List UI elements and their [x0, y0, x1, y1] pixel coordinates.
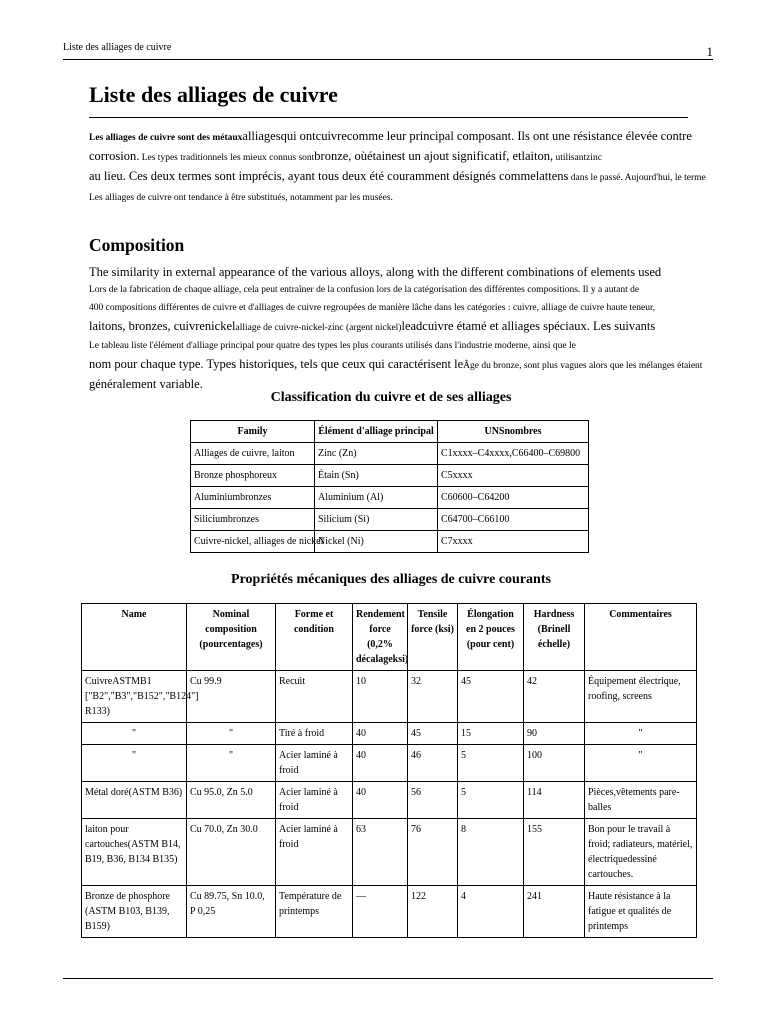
table-cell: Acier laminé à froid: [276, 782, 353, 819]
table-cell: —: [353, 886, 408, 938]
table-cell: Bronze de phosphore (ASTM B103, B139, B159): [82, 886, 187, 938]
column-header: Élongation en 2 pouces (pour cent): [458, 604, 524, 671]
table-cell: Recuit: [276, 671, 353, 723]
table-cell: 15: [458, 723, 524, 745]
table-cell: ": [585, 745, 697, 782]
table-cell: 4: [458, 886, 524, 938]
table-cell: C64700–C66100: [438, 509, 589, 531]
table-cell: 90: [524, 723, 585, 745]
composition-paragraph: [89, 263, 713, 393]
composition-text: laitons, bronzes, cuivrenickel: [89, 319, 236, 333]
column-header: Name: [82, 604, 187, 671]
table-row: [82, 819, 697, 886]
table-cell: Zinc (Zn): [315, 443, 438, 465]
composition-small-text: Âge du bronze, sont plus vagues alors que les mélanges étaient: [463, 361, 703, 371]
table-cell: C60600–C64200: [438, 487, 589, 509]
table-cell: 56: [408, 782, 458, 819]
table-cell: Acier laminé à froid: [276, 745, 353, 782]
table-row: [82, 723, 697, 745]
table-cell: Siliciumbronzes: [191, 509, 315, 531]
table-cell: Nickel (Ni): [315, 531, 438, 553]
composition-text: leadcuivre étamé et alliages spéciaux. Les suivants: [401, 319, 656, 333]
composition-text: nom pour chaque type. Types historiques, tels que ceux qui caractérisent le: [89, 357, 464, 371]
composition-line: 400 compositions différentes de cuivre et d'alliages de cuivre regroupées de manière lâche dans les catégories : cuivre, alliage de cuivre haute teneur,: [89, 303, 656, 313]
running-title: Liste des alliages de cuivre: [63, 42, 172, 53]
table-cell: Cuivre-nickel, alliages de nickel: [191, 531, 315, 553]
composition-line: The similarity in external appearance of the various alloys, along with the different combinations of elements used: [89, 265, 662, 279]
intro-line: [89, 147, 713, 167]
table-row: [191, 531, 589, 553]
composition-line: Lors de la fabrication de chaque alliage, cela peut entraîner de la confusion lors de la catégorisation des différentes compositions. Il y a autant de: [89, 285, 640, 295]
intro-line: [89, 187, 713, 207]
table-cell: 45: [408, 723, 458, 745]
table-cell: ": [82, 745, 187, 782]
column-header: Nominal composition (pourcentages): [187, 604, 276, 671]
table-cell: 5: [458, 745, 524, 782]
intro-text: au lieu. Ces deux termes sont imprécis, ayant tous deux été couramment désignés commelattens: [89, 169, 569, 183]
table-cell: 122: [408, 886, 458, 938]
table-row: [82, 782, 697, 819]
column-header: Élément d'alliage principal: [315, 421, 438, 443]
table-cell: 45: [458, 671, 524, 723]
table-cell: 8: [458, 819, 524, 886]
table-cell: laiton pour cartouches(ASTM B14, B19, B36, B134 B135): [82, 819, 187, 886]
column-header: Commentaires: [585, 604, 697, 671]
table-row: [191, 487, 589, 509]
table-header-row: [82, 604, 697, 671]
composition-line: [89, 355, 713, 375]
column-header: Forme et condition: [276, 604, 353, 671]
table-cell: Aluminiumbronzes: [191, 487, 315, 509]
table-cell: 100: [524, 745, 585, 782]
running-header: [63, 42, 713, 60]
table-cell: 42: [524, 671, 585, 723]
table-cell: 46: [408, 745, 458, 782]
intro-line: [89, 127, 713, 147]
column-header: Family: [191, 421, 315, 443]
table-cell: Haute résistance à la fatigue et qualités de printemps: [585, 886, 697, 938]
table-cell: Pièces,vêtements pare-balles: [585, 782, 697, 819]
table-cell: ": [585, 723, 697, 745]
table-cell: Cu 89.75, Sn 10.0, P 0,25: [187, 886, 276, 938]
table-cell: Tiré à froid: [276, 723, 353, 745]
intro-small-text: utilisantzinc: [553, 153, 602, 163]
table-cell: Silicium (Si): [315, 509, 438, 531]
table-cell: Étain (Sn): [315, 465, 438, 487]
table-cell: 40: [353, 782, 408, 819]
header-rule: [63, 59, 713, 60]
table-cell: Métal doré(ASTM B36): [82, 782, 187, 819]
table-cell: C7xxxx: [438, 531, 589, 553]
table-cell: 241: [524, 886, 585, 938]
intro-text: bronze, oùétainest un ajout significatif, etlaiton,: [314, 149, 554, 163]
table2-caption: Propriétés mécaniques des alliages de cuivre courants: [231, 572, 551, 587]
table-cell: Aluminium (Al): [315, 487, 438, 509]
table-cell: 32: [408, 671, 458, 723]
table-cell: 5: [458, 782, 524, 819]
table-cell: Cu 99.9: [187, 671, 276, 723]
section-heading-composition: Composition: [89, 235, 185, 255]
table-header-row: [191, 421, 589, 443]
column-header: Hardness (Brinell échelle): [524, 604, 585, 671]
table-cell: Bon pour le travail à froid; radiateurs, matériel, électriquedessiné cartouches.: [585, 819, 697, 886]
table-cell: Acier laminé à froid: [276, 819, 353, 886]
intro-paragraph: [89, 127, 713, 207]
table1-caption: Classification du cuivre et de ses alliages: [270, 390, 512, 405]
table-cell: 114: [524, 782, 585, 819]
page-number: 1: [706, 44, 713, 59]
table-cell: ": [82, 723, 187, 745]
table-row: [82, 671, 697, 723]
mechanical-properties-table: [81, 603, 697, 938]
table-cell: Température de printemps: [276, 886, 353, 938]
table-cell: 76: [408, 819, 458, 886]
table-cell: C1xxxx–C4xxxx,C66400–C69800: [438, 443, 589, 465]
table-cell: 155: [524, 819, 585, 886]
page-title: Liste des alliages de cuivre: [89, 82, 688, 118]
table-cell: Cu 70.0, Zn 30.0: [187, 819, 276, 886]
table-cell: C5xxxx: [438, 465, 589, 487]
table-cell: 40: [353, 723, 408, 745]
table-cell: Équipement électrique, roofing, screens: [585, 671, 697, 723]
column-header: Rendement force (0,2% décalageksi): [353, 604, 408, 671]
intro-small-text: Les alliages de cuivre sont des métaux: [89, 133, 243, 143]
intro-text: corrosion.: [89, 149, 140, 163]
classification-table: [190, 420, 589, 553]
table-row: [191, 509, 589, 531]
table-cell: Cu 95.0, Zn 5.0: [187, 782, 276, 819]
intro-small-text: dans le passé. Aujourd'hui, le terme: [568, 173, 706, 183]
table-cell: Alliages de cuivre, laiton: [191, 443, 315, 465]
table-cell: ": [187, 723, 276, 745]
intro-text: alliagesqui ontcuivrecomme leur principal composant. Ils ont une résistance élevée contre: [242, 129, 692, 143]
column-header: Tensile force (ksi): [408, 604, 458, 671]
table-cell: CuivreASTMB1 ["B2","B3","B152","B124"] R133): [82, 671, 187, 723]
intro-small-text: Les types traditionnels les mieux connus sont: [139, 153, 315, 163]
table-row: [191, 443, 589, 465]
composition-small-text: alliage de cuivre-nickel-zinc (argent nickel): [235, 323, 402, 333]
composition-line: généralement variable.: [89, 377, 203, 391]
table-row: [82, 886, 697, 938]
table-row: [82, 745, 697, 782]
table-cell: 40: [353, 745, 408, 782]
intro-line: [89, 167, 713, 187]
composition-line: Le tableau liste l'élément d'alliage principal pour quatre des types les plus courants utilisés dans l'industrie moderne, ainsi que le: [89, 341, 576, 351]
table-cell: 10: [353, 671, 408, 723]
intro-small-text: Les alliages de cuivre ont tendance à être substitués, notamment par les musées.: [89, 193, 393, 203]
table-row: [191, 465, 589, 487]
table-cell: ": [187, 745, 276, 782]
composition-line: [89, 317, 713, 337]
footer-rule: [63, 978, 713, 979]
table-cell: 63: [353, 819, 408, 886]
table-cell: Bronze phosphoreux: [191, 465, 315, 487]
column-header: UNSnombres: [438, 421, 589, 443]
